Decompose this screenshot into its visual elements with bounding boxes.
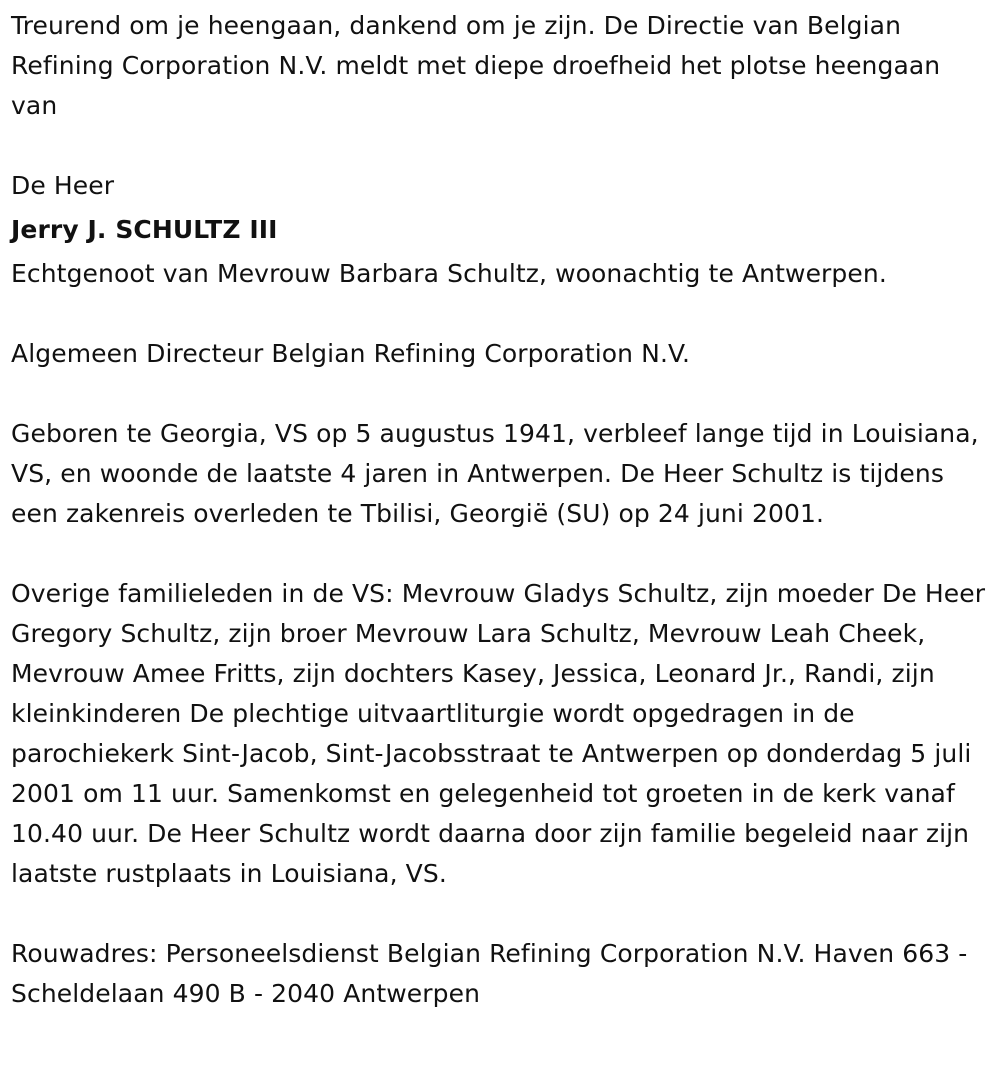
paragraph-gap [11, 126, 991, 166]
obituary-notice [11, 6, 991, 1014]
paragraph-gap [11, 534, 991, 574]
paragraph-gap [11, 294, 991, 334]
paragraph-gap [11, 894, 991, 934]
condolence-address: Rouwadres: Personeelsdienst Belgian Refining Corporation N.V. Haven 663 - Scheldelaan 490 B - 2040 Antwerpen [11, 939, 968, 1008]
position-line: Algemeen Directeur Belgian Refining Corporation N.V. [11, 339, 691, 368]
intro-paragraph: Treurend om je heengaan, dankend om je zijn. De Directie van Belgian Refining Corporation N.V. meldt met diepe droefheid het plotse heengaan van [11, 11, 941, 120]
paragraph-gap [11, 374, 991, 414]
salutation: De Heer [11, 171, 115, 200]
spouse-line: Echtgenoot van Mevrouw Barbara Schultz, woonachtig te Antwerpen. [11, 259, 887, 288]
biography-paragraph: Geboren te Georgia, VS op 5 augustus 1941, verbleef lange tijd in Louisiana, VS, en woonde de laatste 4 jaren in Antwerpen. De Heer Schultz is tijdens een zakenreis overleden te Tbilisi, Georgië (SU) op 24 juni 2001. [11, 419, 979, 528]
deceased-name: Jerry J. SCHULTZ III [11, 215, 278, 244]
family-funeral-paragraph: Overige familieleden in de VS: Mevrouw Gladys Schultz, zijn moeder De Heer Gregory Schultz, zijn broer Mevrouw Lara Schultz, Mevrouw Leah Cheek, Mevrouw Amee Fritts, zijn dochters Kasey, Jessica, Leonard Jr., Randi, zijn kleinkinderen De plechtige uitvaartliturgie wordt opgedragen in de parochiekerk Sint-Jacob, Sint-Jacobsstraat te Antwerpen op donderdag 5 juli 2001 om 11 uur. Samenkomst en gelegenheid tot groeten in de kerk vanaf 10.40 uur. De Heer Schultz wordt daarna door zijn familie begeleid naar zijn laatste rustplaats in Louisiana, VS. [11, 579, 986, 888]
